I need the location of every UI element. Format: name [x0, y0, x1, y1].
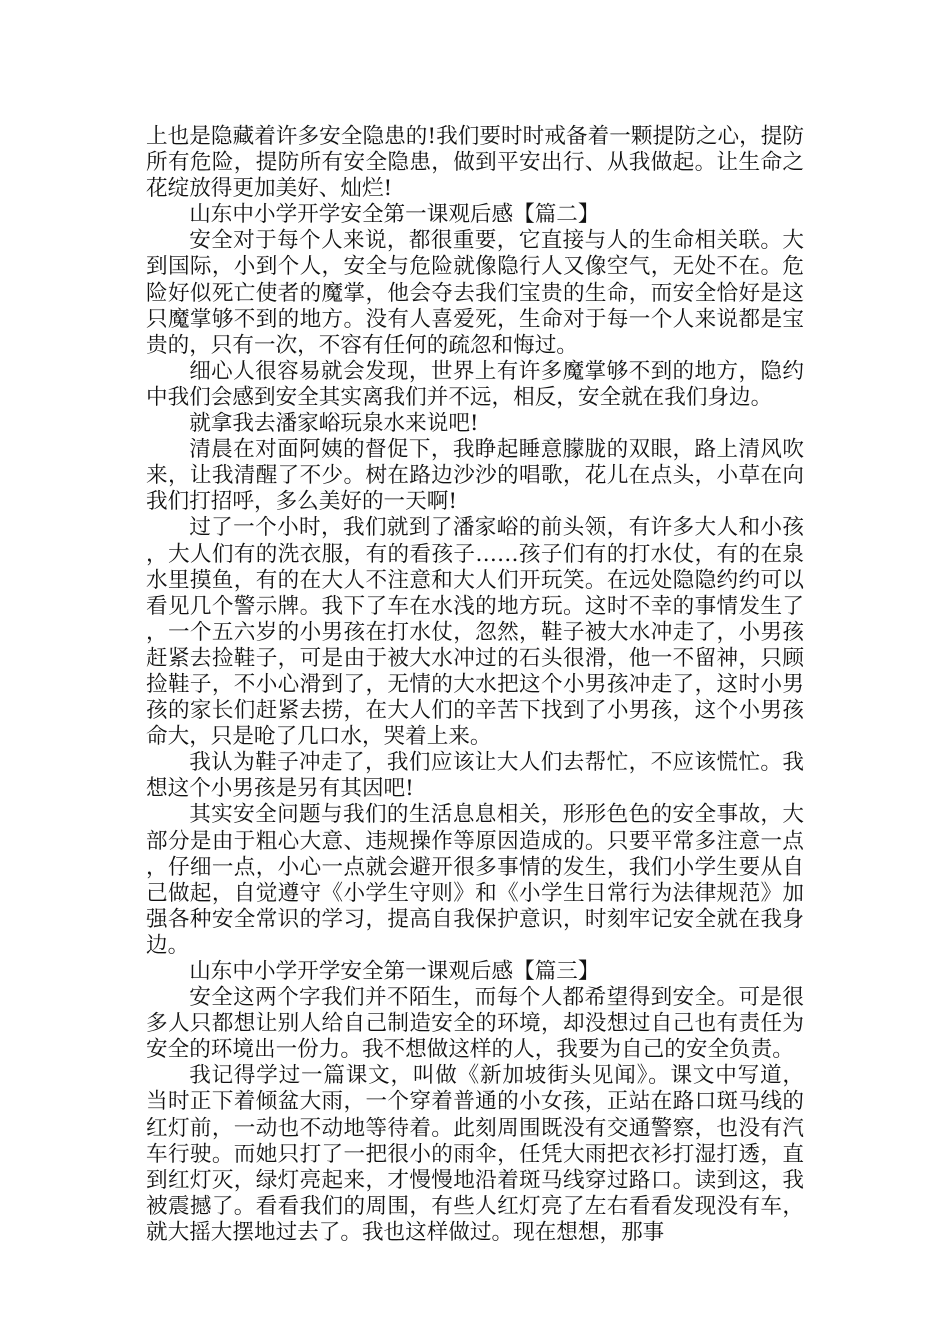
paragraph: 细心人很容易就会发现，世界上有许多魔掌够不到的地方，隐约中我们会感到安全其实离我们并不远，相反，安全就在我们身边。	[146, 358, 804, 410]
paragraph-continuation: 上也是隐藏着许多安全隐患的!我们要时时戒备着一颗提防之心，提防所有危险，提防所有安全隐患，做到平安出行、从我做起。让生命之花绽放得更加美好、灿烂!	[146, 124, 804, 202]
paragraph: 安全对于每个人来说，都很重要，它直接与人的生命相关联。大到国际，小到个人，安全与危险就像隐行人又像空气，无处不在。危险好似死亡使者的魔掌，他会夺去我们宝贵的生命，而安全恰好是这只魔掌够不到的地方。没有人喜爱死，生命对于每一个人来说都是宝贵的，只有一次，不容有任何的疏忽和悔过。	[146, 228, 804, 358]
paragraph: 就拿我去潘家峪玩泉水来说吧!	[189, 411, 479, 437]
document-page	[146, 124, 804, 1246]
paragraph: 过了一个小时，我们就到了潘家峪的前头领，有许多大人和小孩，大人们有的洗衣服，有的看孩子……孩子们有的打水仗，有的在泉水里摸鱼，有的在大人不注意和大人们开玩笑。在远处隐隐约约可以看见几个警示牌。我下了车在水浅的地方玩。这时不幸的事情发生了，一个五六岁的小男孩在打水仗，忽然，鞋子被大水冲走了，小男孩赶紧去捡鞋子，可是由于被大水冲过的石头很滑，他一不留神，只顾捡鞋子，不小心滑到了，无情的大水把这个小男孩冲走了，这时小男孩的家长们赶紧去捞，在大人们的辛苦下找到了小男孩，这个小男孩命大，只是呛了几口水，哭着上来。	[146, 515, 804, 750]
paragraph: 安全这两个字我们并不陌生，而每个人都希望得到安全。可是很多人只都想让别人给自己制造安全的环境，却没想过自己也有责任为安全的环境出一份力。我不想做这样的人，我要为自己的安全负责。	[146, 985, 804, 1063]
section-heading-part-two: 山东中小学开学安全第一课观后感【篇二】	[189, 202, 600, 228]
paragraph: 我记得学过一篇课文，叫做《新加坡街头见闻》。课文中写道，当时正下着倾盆大雨，一个穿着普通的小女孩，正站在路口斑马线的红灯前，一动也不动地等待着。此刻周围既没有交通警察，也没有汽车行驶。而她只打了一把很小的雨伞，任凭大雨把衣衫打湿打透，直到红灯灭，绿灯亮起来，才慢慢地沿着斑马线穿过路口。读到这，我被震撼了。看看我们的周围，有些人红灯亮了左右看看发现没有车，就大摇大摆地过去了。我也这样做过。现在想想，那事	[146, 1063, 804, 1245]
paragraph: 其实安全问题与我们的生活息息相关，形形色色的安全事故，大部分是由于粗心大意、违规操作等原因造成的。只要平常多注意一点，仔细一点，小心一点就会避开很多事情的发生，我们小学生要从自己做起，自觉遵守《小学生守则》和《小学生日常行为法律规范》加强各种安全常识的学习，提高自我保护意识，时刻牢记安全就在我身边。	[146, 802, 804, 958]
paragraph: 清晨在对面阿姨的督促下，我睁起睡意朦胧的双眼，路上清风吹来，让我清醒了不少。树在路边沙沙的唱歌，花儿在点头，小草在向我们打招呼，多么美好的一天啊!	[146, 437, 804, 515]
section-heading-part-three: 山东中小学开学安全第一课观后感【篇三】	[189, 959, 600, 984]
paragraph: 我认为鞋子冲走了，我们应该让大人们去帮忙，不应该慌忙。我想这个小男孩是另有其因吧!	[146, 750, 804, 802]
